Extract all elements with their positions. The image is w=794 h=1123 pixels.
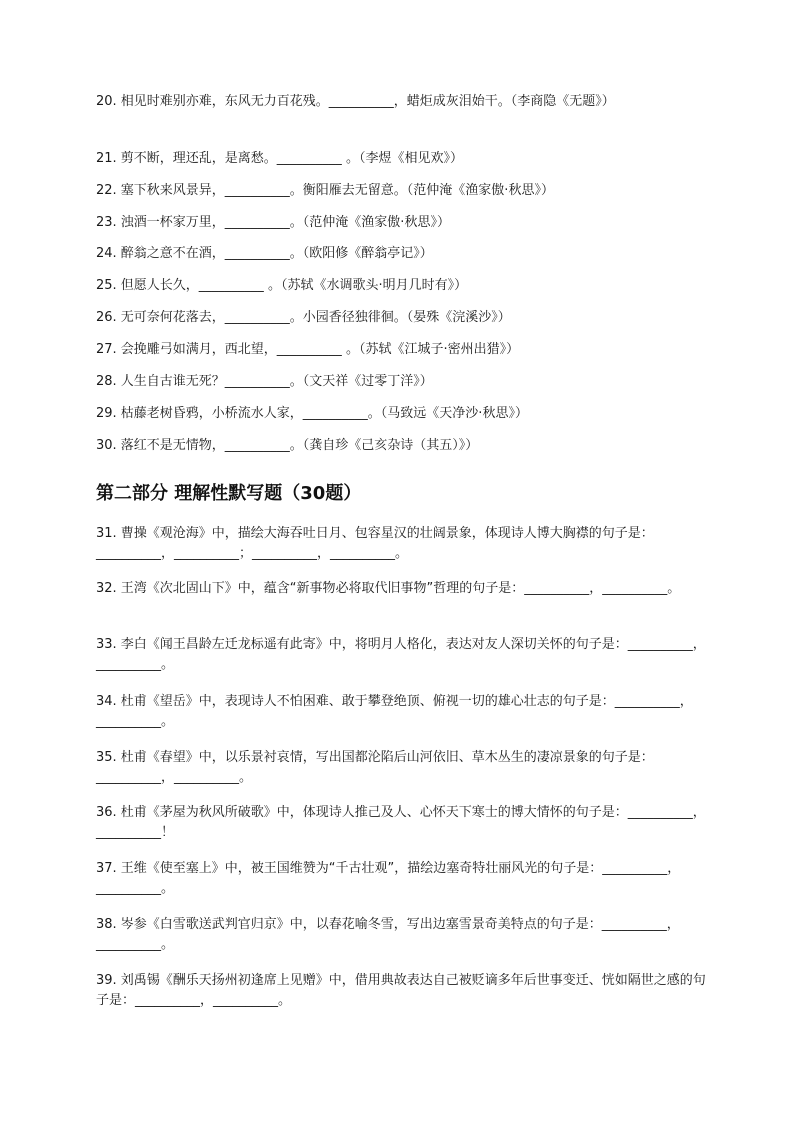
question-26: 26. 无可奈何花落去，__________。小园香径独徘徊。（晏殊《浣溪沙》）: [96, 310, 511, 325]
question-21: 21. 剪不断，理还乱，是离愁。__________ 。（李煜《相见欢》）: [96, 151, 463, 166]
question-32: 32. 王湾《次北固山下》中，蕴含“新事物必将取代旧事物”哲理的句子是：__________，__________。: [96, 581, 681, 596]
question-33: 33. 李白《闻王昌龄左迁龙标遥有此寄》中，将明月人格化，表达对友人深切关怀的句子是：__________，__________。: [96, 637, 706, 672]
question-24: 24. 醉翁之意不在酒，__________。（欧阳修《醉翁亭记》）: [96, 246, 433, 261]
question-39: 39. 刘禹锡《酬乐天扬州初逢席上见赠》中，借用典故表达自己被贬谪多年后世事变迁、恍如隔世之感的句子是：__________，__________。: [96, 973, 706, 1008]
question-36: 36. 杜甫《茅屋为秋风所破歌》中，体现诗人推己及人、心怀天下寒士的博大情怀的句子是：__________，__________！: [96, 805, 706, 840]
question-37: 37. 王维《使至塞上》中，被王国维赞为“千古壮观”，描绘边塞奇特壮丽风光的句子是：__________，__________。: [96, 861, 681, 896]
question-28: 28. 人生自古谁无死？__________。（文天祥《过零丁洋》）: [96, 374, 433, 389]
question-29: 29. 枯藤老树昏鸦，小桥流水人家，__________。（马致远《天净沙·秋思》）: [96, 406, 528, 421]
question-38: 38. 岑参《白雪歌送武判官归京》中，以春花喻冬雪，写出边塞雪景奇美特点的句子是：__________，__________。: [96, 917, 680, 952]
question-23: 23. 浊酒一杯家万里，__________。（范仲淹《渔家傲·秋思》）: [96, 215, 450, 230]
question-30: 30. 落红不是无情物，__________。（龚自珍《己亥杂诗（其五）》）: [96, 438, 479, 453]
question-20: 20. 相见时难别亦难，东风无力百花残。__________，蜡炬成灰泪始干。（李商隐《无题》）: [96, 94, 615, 109]
question-34: 34. 杜甫《望岳》中，表现诗人不怕困难、敢于攀登绝顶、俯视一切的雄心壮志的句子是：__________，__________。: [96, 694, 693, 729]
question-22: 22. 塞下秋来风景异，__________。衡阳雁去无留意。（范仲淹《渔家傲·秋思》）: [96, 183, 554, 198]
question-27: 27. 会挽雕弓如满月，西北望，__________ 。（苏轼《江城子·密州出猎》）: [96, 342, 520, 357]
question-31: 31. 曹操《观沧海》中，描绘大海吞吐日月、包容星汉的壮阔景象，体现诗人博大胸襟的句子是：__________，__________；__________，__________。: [96, 526, 654, 561]
question-35: 35. 杜甫《春望》中，以乐景衬哀情，写出国都沦陷后山河依旧、草木丛生的凄凉景象的句子是：__________，__________。: [96, 750, 654, 785]
section-heading: 第二部分 理解性默写题（30题）: [96, 483, 362, 504]
question-25: 25. 但愿人长久，__________ 。（苏轼《水调歌头·明月几时有》）: [96, 278, 468, 293]
